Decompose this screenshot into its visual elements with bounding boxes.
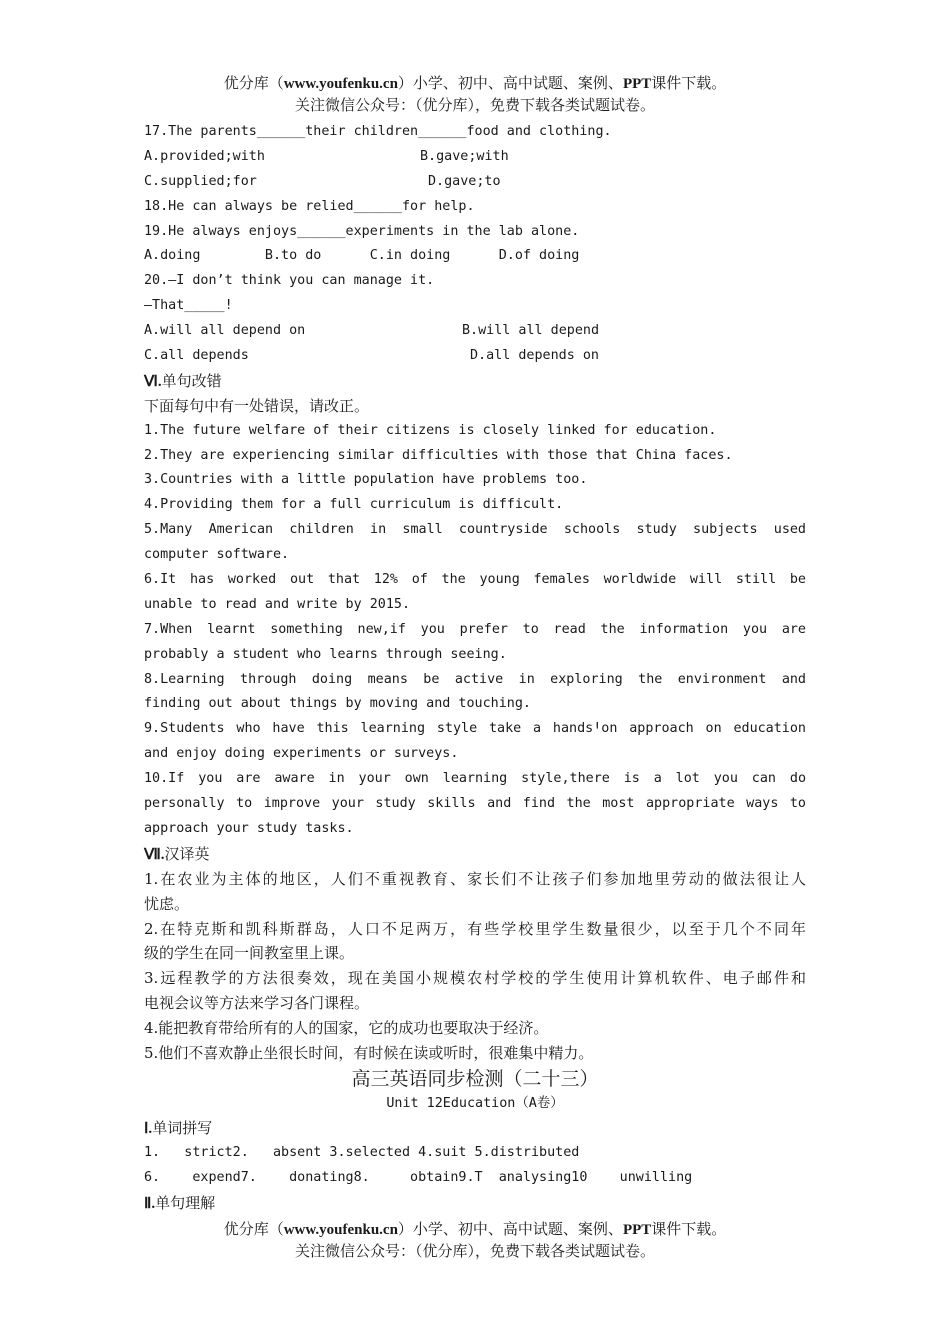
- footer-end: 课件下载。: [651, 1222, 727, 1238]
- correction-line: 7.When learnt something new,if you prefer to read the information you are: [144, 621, 806, 637]
- question-20-line-2: —That_____!: [144, 298, 233, 314]
- correction-line: approach your study tasks.: [144, 820, 354, 836]
- main-content: [144, 120, 806, 1215]
- translation-line: 级的学生在同一间教室里上课。: [144, 944, 355, 963]
- correction-line: probably a student who learns through seeing.: [144, 646, 507, 662]
- q20-options-ab: [144, 319, 806, 344]
- answer-line-2: 6. expend7. donating8. obtain9.T analysing10 unwilling: [144, 1169, 693, 1185]
- correction-line: and enjoy doing experiments or surveys.: [144, 746, 459, 762]
- answer-section-2-numeral: Ⅱ.: [144, 1195, 156, 1212]
- question-17: 17.The parents______their children______food and clothing.: [144, 124, 612, 139]
- translation-line: 2.在特克斯和凯科斯群岛，人口不足两万，有些学校里学生数量很少，以至于几个不同年: [144, 919, 806, 938]
- section-6-title: 单句改错: [161, 371, 222, 390]
- q17-options-cd: [144, 170, 806, 195]
- correction-line: 4.Providing them for a full curriculum is difficult.: [144, 497, 564, 513]
- q20-option-d: D.all depends on: [470, 348, 599, 364]
- section-6-instruction: 下面每句中有一处错误，请改正。: [144, 396, 370, 415]
- bottom-footer: [0, 1219, 950, 1263]
- translation-line: 忧虑。: [144, 894, 190, 913]
- section-6-numeral: Ⅵ.: [144, 373, 162, 390]
- header-line-2: 关注微信公众号：（优分库），免费下载各类试题试卷。: [294, 98, 655, 114]
- section-6-heading: [144, 369, 806, 394]
- correction-line: unable to read and write by 2015.: [144, 596, 411, 612]
- section-7-numeral: Ⅶ.: [144, 846, 165, 863]
- question-18: 18.He can always be relied______for help.: [144, 198, 475, 214]
- correction-line: 6.It has worked out that 12% of the young females worldwide will still be: [144, 572, 806, 588]
- correction-line: computer software.: [144, 547, 290, 563]
- correction-line: 1.The future welfare of their citizens is closely linked for education.: [144, 422, 717, 438]
- question-19: 19.He always enjoys______experiments in the lab alone.: [144, 223, 580, 239]
- answer-section-2-heading: [144, 1191, 806, 1216]
- q20-option-a: A.will all depend on: [144, 323, 306, 339]
- correction-line: 8.Learning through doing means be active in exploring the environment and: [144, 671, 806, 687]
- q20-options-cd: [144, 344, 806, 369]
- header-line-1: [0, 73, 950, 95]
- header-desc: ）小学、初中、高中试题、案例、: [397, 76, 623, 92]
- answer-section-2-title: 单句理解: [155, 1193, 216, 1212]
- q20-option-c: C.all depends: [144, 348, 249, 364]
- footer-line-1: [0, 1219, 950, 1241]
- correction-line: 3.Countries with a little population have problems too.: [144, 472, 588, 488]
- header-site: www.youfenku.cn: [283, 76, 398, 92]
- header-ppt: PPT: [622, 76, 652, 92]
- q17-options-ab: [144, 145, 806, 170]
- top-header: [0, 73, 950, 117]
- footer-line-2: 关注微信公众号：（优分库），免费下载各类试题试卷。: [294, 1244, 655, 1260]
- translation-line: 电视会议等方法来学习各门课程。: [144, 994, 370, 1013]
- q17-option-a: A.provided;with: [144, 148, 265, 164]
- answer-line-1: 1. strict2. absent 3.selected 4.suit 5.distributed: [144, 1144, 580, 1160]
- answer-key-subtitle: Unit 12Education（A卷）: [386, 1095, 564, 1111]
- answer-section-1-numeral: Ⅰ.: [144, 1120, 153, 1137]
- footer-desc: ）小学、初中、高中试题、案例、: [397, 1222, 623, 1238]
- section-7-title: 汉译英: [164, 844, 210, 863]
- translation-line: 3.远程教学的方法很奏效，现在美国小规模农村学校的学生使用计算机软件、电子邮件和: [144, 969, 806, 988]
- header-end: 课件下载。: [651, 76, 727, 92]
- section-7-heading: [144, 842, 806, 867]
- correction-line: personally to improve your study skills and find the most appropriate ways to: [144, 796, 806, 812]
- q19-options: A.doing B.to do C.in doing D.of doing: [144, 248, 580, 264]
- q17-option-d: D.gave;to: [428, 173, 501, 189]
- footer-brand: 优分库（: [223, 1222, 284, 1238]
- q20-option-b: B.will all depend: [462, 323, 600, 339]
- footer-site: www.youfenku.cn: [283, 1222, 398, 1238]
- translation-line: 4.能把教育带给所有的人的国家，它的成功也要取决于经济。: [144, 1019, 549, 1038]
- q17-option-b: B.gave;with: [420, 148, 509, 164]
- answer-section-1-title: 单词拼写: [152, 1118, 213, 1137]
- question-20-line-1: 20.—I don’t think you can manage it.: [144, 273, 435, 289]
- correction-line: 2.They are experiencing similar difficulties with those that China faces.: [144, 447, 733, 463]
- header-brand: 优分库（: [223, 76, 284, 92]
- correction-line: 9.Students who have this learning style take a handsꞋon approach on education: [144, 721, 806, 737]
- answer-key-title: 高三英语同步检测（二十三）: [351, 1067, 599, 1090]
- translation-line: 1.在农业为主体的地区，人们不重视教育、家长们不让孩子们参加地里劳动的做法很让人: [144, 869, 806, 888]
- correction-line: 5.Many American children in small countryside schools study subjects used: [144, 522, 806, 538]
- correction-line: 10.If you are aware in your own learning style,there is a lot you can do: [144, 771, 806, 787]
- footer-ppt: PPT: [622, 1222, 652, 1238]
- q17-option-c: C.supplied;for: [144, 173, 257, 189]
- translation-line: 5.他们不喜欢静止坐很长时间，有时候在读或听时，很难集中精力。: [144, 1043, 594, 1062]
- correction-line: finding out about things by moving and touching.: [144, 696, 531, 712]
- answer-section-1-heading: [144, 1116, 806, 1141]
